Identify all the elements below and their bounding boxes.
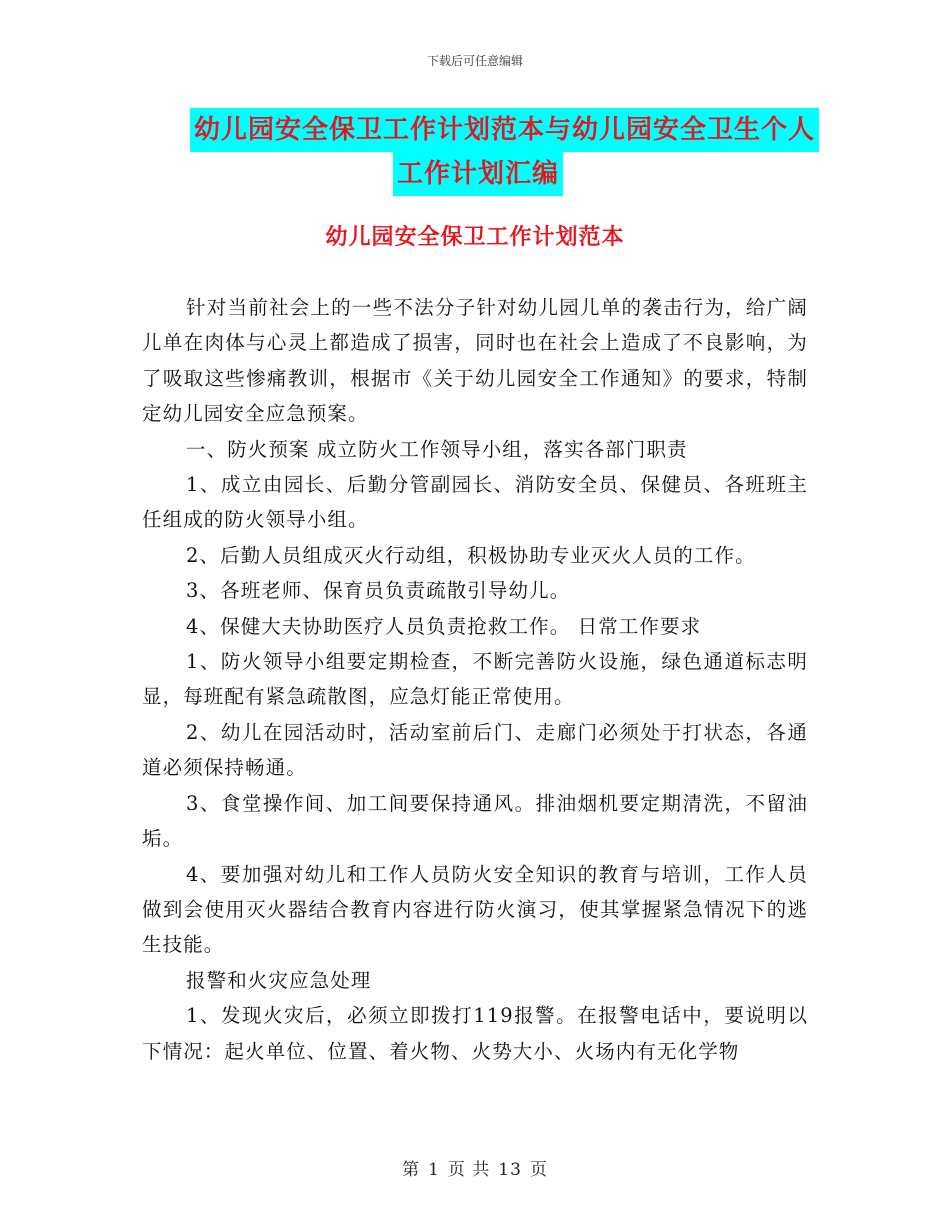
page-label-mid: 页 共	[447, 1160, 491, 1180]
section-title: 幼儿园安全保卫工作计划范本	[325, 225, 625, 250]
paragraph-item: 4、要加强对幼儿和工作人员防火安全知识的教育与培训，工作人员做到会使用灭火器结合教育内容进行防火演习，使其掌握紧急情况下的逃生技能。	[142, 862, 808, 957]
paragraph-intro: 针对当前社会上的一些不法分子针对幼儿园儿单的袭击行为，给广阔儿单在肉体与心灵上都造成了损害，同时也在社会上造成了不良影响，为了吸取这些惨痛教训，根据市《关于幼儿园安全工作通知》的要求，特制定幼儿园安全应急预案。	[142, 296, 808, 426]
paragraph-alarm-heading: 报警和火灾应急处理	[186, 968, 372, 992]
document-title-line-1: 幼儿园安全保卫工作计划范本与幼儿园安全卫生个人	[190, 108, 819, 152]
paragraph-fire-plan-heading: 一、防火预案 成立防火工作领导小组，落实各部门职责	[186, 437, 688, 461]
document-title-line-2: 工作计划汇编	[393, 152, 563, 196]
paragraph-item: 2、幼儿在园活动时，活动室前后门、走廊门必须处于打状态，各通道必须保持畅通。	[142, 720, 808, 780]
page-label-suffix: 页	[529, 1160, 548, 1180]
total-pages: 13	[498, 1160, 522, 1180]
paragraph-item: 1、成立由园长、后勤分管副园长、消防安全员、保健员、各班班主任组成的防火领导小组。	[142, 473, 808, 532]
download-editable-note: 下载后可任意编辑	[426, 54, 523, 68]
page-number-footer	[0, 1155, 950, 1180]
paragraph-item: 2、后勤人员组成灭火行动组，积极协助专业灭火人员的工作。	[186, 543, 756, 567]
paragraph-item: 3、各班老师、保育员负责疏散引导幼儿。	[186, 579, 571, 603]
document-title	[190, 108, 816, 196]
paragraph-item: 1、发现火灾后，必须立即拨打119报警。在报警电话中，要说明以下情况：起火单位、位置、着火物、火势大小、火场内有无化学物	[142, 1004, 808, 1063]
paragraph-item: 3、食堂操作间、加工间要保持通风。排油烟机要定期清洗，不留油垢。	[142, 791, 808, 851]
paragraph-item: 4、保健大夫协助医疗人员负责抢救工作。 日常工作要求	[186, 614, 702, 638]
page-label-prefix: 第	[402, 1160, 421, 1180]
document-body	[142, 290, 808, 1069]
current-page-number: 1	[428, 1160, 440, 1180]
paragraph-item: 1、防火领导小组要定期检查，不断完善防火设施，绿色通道标志明显，每班配有紧急疏散图，应急灯能正常使用。	[142, 650, 808, 709]
